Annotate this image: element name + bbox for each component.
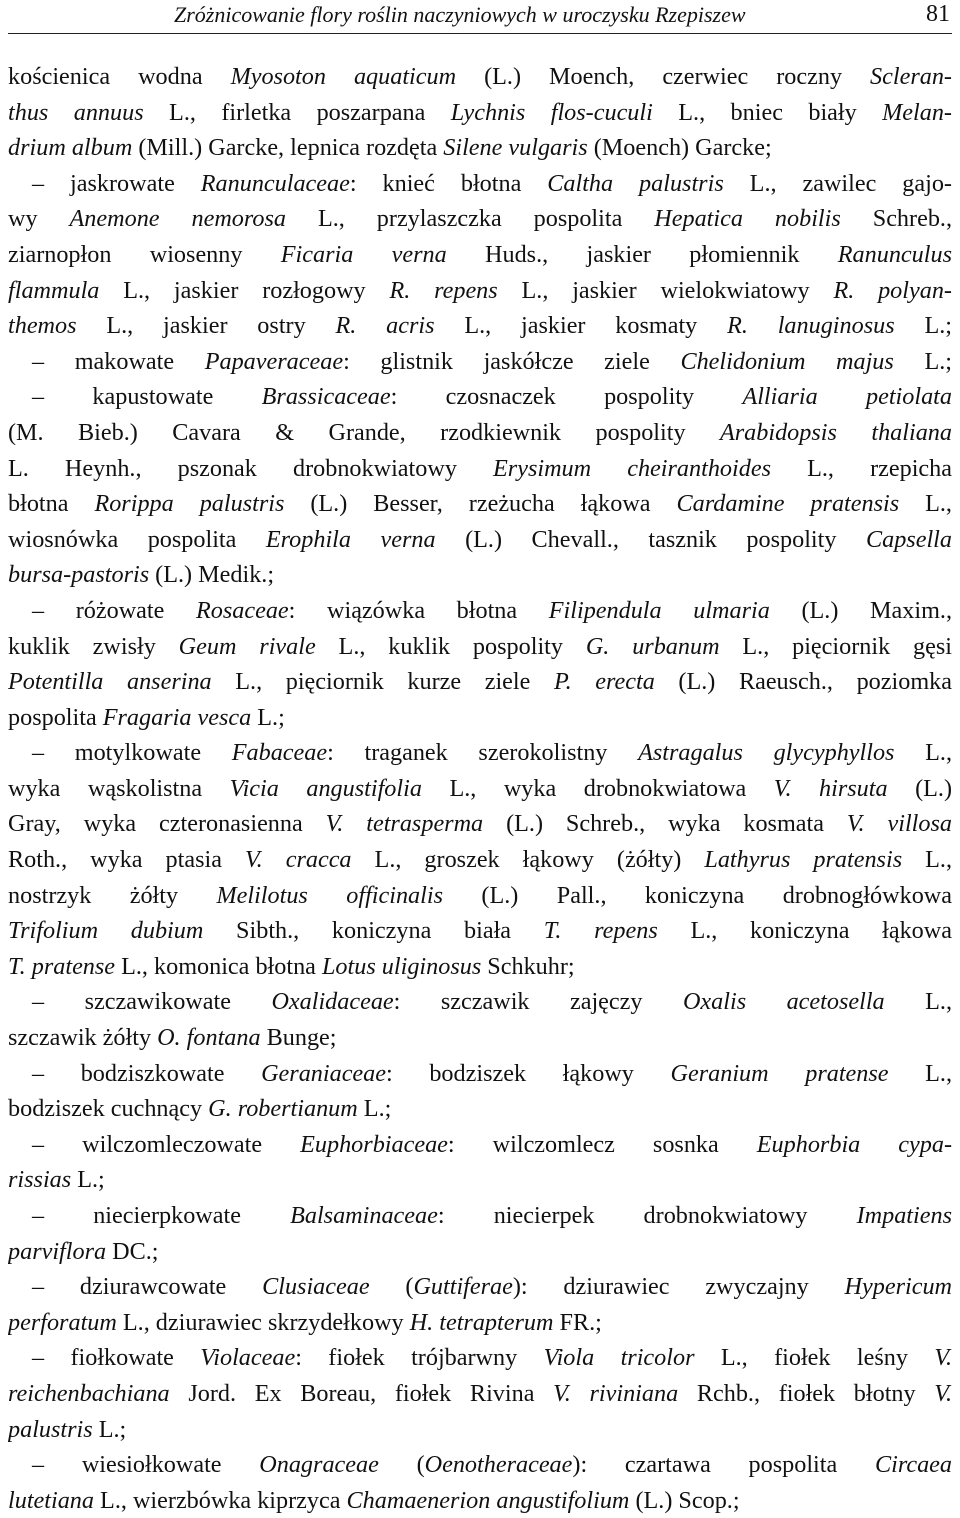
text-run: błotna	[8, 490, 95, 518]
text-run: L., komonica błotna	[115, 952, 322, 980]
text-line	[8, 130, 952, 166]
text-line	[8, 1340, 952, 1376]
text-run: wyka wąskolistna	[8, 774, 230, 802]
text-run: L.,	[899, 490, 952, 518]
taxon-name: G. robertianum	[208, 1095, 358, 1123]
text-run: szczawik żółty	[8, 1024, 158, 1052]
taxon-name: Alliaria petiolata	[742, 383, 952, 411]
taxon-name: Lotus uliginosus	[321, 952, 482, 980]
text-run: – wiesiołkowate	[32, 1451, 260, 1479]
text-line	[8, 1305, 952, 1341]
text-line	[8, 344, 952, 380]
taxon-name: Guttiferae	[413, 1273, 513, 1301]
text-run: : szczawik zajęczy	[393, 988, 683, 1016]
taxon-name: Erophila verna	[265, 525, 436, 553]
taxon-name: Euphorbiaceae	[300, 1130, 448, 1158]
text-line	[8, 842, 952, 878]
text-run: (M. Bieb.) Cavara & Grande, rzodkiewnik pospolity	[8, 418, 720, 446]
text-run: L.;	[92, 1415, 127, 1443]
text-run: Jord. Ex Boreau, fiołek Rivina	[169, 1379, 554, 1407]
taxon-name: G. urbanum	[585, 632, 720, 660]
taxon-name: Brassicaceae	[261, 383, 391, 411]
taxon-name: Ficaria verna	[280, 240, 447, 268]
text-run: L.,	[884, 988, 952, 1016]
text-run: : czosnaczek pospolity	[390, 383, 743, 411]
taxon-name: Hypericum	[844, 1273, 952, 1301]
text-run: DC.;	[106, 1237, 159, 1265]
taxon-name: Lychnis flos-cuculi	[450, 98, 653, 126]
taxon-name: V. villosa	[846, 810, 952, 838]
text-run: L.,	[888, 1059, 952, 1087]
taxon-name: parviflora	[8, 1237, 107, 1265]
text-run: L., zawilec gajo-	[723, 169, 952, 197]
text-run: : niecierpek drobnokwiatowy	[437, 1202, 857, 1229]
taxon-name: Potentilla anserina	[8, 668, 212, 696]
text-line	[8, 1269, 952, 1305]
running-header	[8, 0, 952, 34]
text-line	[8, 308, 952, 344]
text-line	[8, 1483, 952, 1518]
text-line	[8, 1127, 952, 1163]
text-run: Schreb.,	[840, 205, 952, 233]
text-line	[8, 1376, 952, 1412]
taxon-name: Anemone nemorosa	[69, 205, 286, 233]
text-line	[8, 379, 952, 415]
taxon-name: Oxalis acetosella	[682, 988, 885, 1016]
text-run: L., pięciornik kurze ziele	[211, 668, 554, 696]
text-run: (L.) Moench, czerwiec roczny	[456, 63, 871, 90]
text-run: L.,	[894, 739, 952, 767]
text-run: L.;	[71, 1166, 105, 1194]
taxon-name: Rosaceae	[195, 596, 289, 624]
text-line	[8, 1447, 952, 1483]
text-run: L.;	[894, 312, 952, 340]
text-line	[8, 735, 952, 771]
text-run: L., koniczyna łąkowa	[657, 917, 952, 945]
taxon-name: Circaea	[874, 1451, 952, 1479]
text-run: L., dziurawiec skrzydełkowy	[116, 1308, 410, 1336]
taxon-name: O. fontana	[157, 1024, 261, 1052]
taxon-name: Rorippa palustris	[94, 490, 285, 518]
text-run: (	[369, 1273, 414, 1301]
text-run: kościenica wodna	[8, 63, 231, 90]
text-run: : glistnik jaskółcze ziele	[343, 347, 681, 375]
text-line	[8, 1412, 952, 1448]
body-text	[8, 59, 952, 1518]
taxon-name: Viola tricolor	[543, 1344, 695, 1372]
text-line	[8, 273, 952, 309]
text-line	[8, 166, 952, 202]
text-run: L.;	[357, 1095, 392, 1123]
text-run: L.;	[893, 347, 952, 375]
taxon-name: Cardamine pratensis	[676, 490, 900, 518]
taxon-name: P. erecta	[553, 668, 655, 696]
taxon-name: Scleran-	[870, 63, 952, 90]
text-line	[8, 451, 952, 487]
text-run: ): czartawa pospolita	[572, 1451, 875, 1479]
text-run: FR.;	[553, 1308, 602, 1336]
text-run: Rchb., fiołek błotny	[678, 1379, 935, 1407]
text-run: pospolita	[8, 703, 103, 731]
taxon-name: V. tetrasperma	[325, 810, 484, 838]
text-line	[8, 415, 952, 451]
text-run: L. Heynh., pszonak drobnokwiatowy	[8, 454, 494, 482]
taxon-name: Balsaminaceae	[290, 1202, 438, 1229]
taxon-name: thus annuus	[8, 98, 144, 126]
taxon-name: drium album	[8, 134, 133, 162]
text-line	[8, 1162, 952, 1198]
taxon-name: Chamaenerion angustifolium	[346, 1486, 630, 1514]
taxon-name: palustris	[8, 1415, 93, 1443]
page-number: 81	[926, 1, 950, 27]
text-run: L., jaskier kosmaty	[434, 312, 728, 340]
taxon-name: perforatum	[8, 1308, 117, 1336]
taxon-name: Geranium pratense	[670, 1059, 889, 1087]
taxon-name: Ranunculaceae	[200, 169, 350, 197]
taxon-name: Oxalidaceae	[271, 988, 394, 1016]
text-run: L., fiołek leśny	[694, 1344, 935, 1372]
taxon-name: V. hirsuta	[773, 774, 888, 802]
taxon-name: rissias	[8, 1166, 72, 1194]
text-run: nostrzyk żółty	[8, 881, 217, 909]
text-run: Gray, wyka czteronasienna	[8, 810, 326, 838]
text-run: kuklik zwisły	[8, 632, 179, 660]
text-run: L., jaskier rozłogowy	[99, 276, 390, 304]
text-run: (L.) Scop.;	[629, 1486, 740, 1514]
taxon-name: Melilotus officinalis	[216, 881, 444, 909]
taxon-name: Myosoton aquaticum	[230, 63, 457, 90]
text-run: Bunge;	[260, 1024, 337, 1052]
text-run: – makowate	[32, 347, 205, 375]
text-run: (	[378, 1451, 425, 1479]
taxon-name: Lathyrus pratensis	[704, 846, 903, 874]
text-run: (L.) Chevall., tasznik pospolity	[435, 525, 866, 553]
taxon-name: Melan-	[882, 98, 952, 126]
taxon-name: Erysimum cheiranthoides	[493, 454, 771, 482]
taxon-name: T. pratense	[8, 952, 116, 980]
text-run: (Moench) Garcke;	[587, 134, 772, 162]
text-line	[8, 1198, 952, 1234]
text-run: L., wierzbówka kiprzyca	[94, 1486, 347, 1514]
text-run: L., rzepicha	[771, 454, 952, 482]
taxon-name: Clusiaceae	[262, 1273, 370, 1301]
text-run: L., groszek łąkowy (żółty)	[351, 846, 705, 874]
taxon-name: reichenbachiana	[8, 1379, 170, 1407]
taxon-name: Trifolium dubium	[8, 917, 204, 945]
taxon-name: lutetiana	[8, 1486, 94, 1514]
taxon-name: themos	[8, 312, 77, 340]
text-run: Schkuhr;	[481, 952, 575, 980]
text-run: (L.)	[887, 774, 952, 802]
taxon-name: Chelidonium majus	[680, 347, 894, 375]
taxon-name: V.	[934, 1344, 952, 1372]
text-run: Roth., wyka ptasia	[8, 846, 245, 874]
text-run: – różowate	[32, 596, 196, 624]
text-run: L., wyka drobnokwiatowa	[421, 774, 774, 802]
text-line	[8, 95, 952, 131]
taxon-name: Vicia angustifolia	[229, 774, 422, 802]
taxon-name: V. cracca	[245, 846, 352, 874]
taxon-name: Ranunculus	[837, 240, 952, 268]
text-run: wy	[8, 205, 70, 233]
taxon-name: H. tetrapterum	[409, 1308, 554, 1336]
text-run: L., firletka poszarpana	[143, 98, 451, 126]
text-run: Huds., jaskier płomiennik	[446, 240, 838, 268]
taxon-name: Capsella	[865, 525, 952, 553]
taxon-name: R. lanuginosus	[727, 312, 895, 340]
text-run: – fiołkowate	[32, 1344, 201, 1372]
taxon-name: Silene vulgaris	[443, 134, 588, 162]
text-line	[8, 1234, 952, 1270]
text-run: – jaskrowate	[32, 169, 201, 197]
text-line	[8, 1020, 952, 1056]
text-run: : wiązówka błotna	[288, 596, 549, 624]
taxon-name: V. riviniana	[553, 1379, 679, 1407]
taxon-name: V.	[934, 1379, 952, 1407]
taxon-name: Fragaria vesca	[102, 703, 252, 731]
text-line	[8, 593, 952, 629]
text-line	[8, 486, 952, 522]
text-run: (Mill.) Garcke, lepnica rozdęta	[132, 134, 444, 162]
text-run: – szczawikowate	[32, 988, 272, 1016]
text-run: (L.) Maxim.,	[769, 596, 952, 624]
text-run: – motylkowate	[32, 739, 232, 767]
taxon-name: Papaveraceae	[204, 347, 344, 375]
text-line	[8, 629, 952, 665]
text-run: L., bniec biały	[652, 98, 883, 126]
taxon-name: Fabaceae	[231, 739, 328, 767]
text-run: – niecierpkowate	[32, 1202, 291, 1229]
taxon-name: Euphorbia cypa-	[756, 1130, 952, 1158]
text-run: ): dziurawiec zwyczajny	[512, 1273, 845, 1301]
taxon-name: R. acris	[335, 312, 435, 340]
taxon-name: Astragalus glycyphyllos	[638, 739, 895, 767]
taxon-name: Oenotheraceae	[424, 1451, 573, 1479]
text-line	[8, 237, 952, 273]
text-run: : traganek szerokolistny	[327, 739, 639, 767]
text-run: : knieć błotna	[349, 169, 548, 197]
text-run: L., jaskier ostry	[76, 312, 336, 340]
text-run: L., jaskier wielokwiatowy	[497, 276, 834, 304]
text-run: bodziszek cuchnący	[8, 1095, 209, 1123]
text-line	[8, 771, 952, 807]
taxon-name: Violaceae	[200, 1344, 296, 1372]
taxon-name: R. polyan-	[833, 276, 952, 304]
text-line	[8, 59, 952, 95]
text-run: L., kuklik pospolity	[315, 632, 586, 660]
text-line	[8, 913, 952, 949]
text-run: L., pięciornik gęsi	[719, 632, 952, 660]
text-line	[8, 1056, 952, 1092]
text-run: – bodziszkowate	[32, 1059, 262, 1087]
taxon-name: Caltha palustris	[547, 169, 724, 197]
text-line	[8, 700, 952, 736]
text-run: : wilczomlecz sosnka	[447, 1130, 757, 1158]
taxon-name: bursa-pastoris	[8, 561, 150, 589]
taxon-name: Filipendula ulmaria	[548, 596, 770, 624]
text-run: (L.) Schreb., wyka kosmata	[483, 810, 847, 838]
taxon-name: T. repens	[543, 917, 658, 945]
text-run: wiosnówka pospolita	[8, 525, 266, 553]
text-run: (L.) Besser, rzeżucha łąkowa	[284, 490, 677, 518]
text-run: (L.) Medik.;	[149, 561, 275, 589]
text-line	[8, 201, 952, 237]
text-run: – dziurawcowate	[32, 1273, 263, 1301]
text-line	[8, 949, 952, 985]
taxon-name: Geraniaceae	[261, 1059, 386, 1087]
text-run: L.,	[902, 846, 952, 874]
text-line	[8, 878, 952, 914]
text-line	[8, 557, 952, 593]
taxon-name: R. repens	[389, 276, 498, 304]
taxon-name: flammula	[8, 276, 100, 304]
text-run: Sibth., koniczyna biała	[203, 917, 544, 945]
text-run: : fiołek trójbarwny	[295, 1344, 544, 1372]
text-run: (L.) Pall., koniczyna drobnogłówkowa	[443, 881, 952, 909]
text-run: (L.) Raeusch., poziomka	[654, 668, 952, 696]
text-line	[8, 806, 952, 842]
text-run: ziarnopłon wiosenny	[8, 240, 281, 268]
text-run: – kapustowate	[32, 383, 262, 411]
text-line	[8, 522, 952, 558]
text-run: L., przylaszczka pospolita	[286, 205, 655, 233]
running-title: Zróżnicowanie flory roślin naczyniowych w uroczysku Rzepiszew	[174, 2, 746, 27]
taxon-name: Hepatica nobilis	[654, 205, 841, 233]
taxon-name: Onagraceae	[259, 1451, 379, 1479]
text-line	[8, 664, 952, 700]
text-line	[8, 984, 952, 1020]
text-run: L.;	[251, 703, 285, 731]
text-run: : bodziszek łąkowy	[386, 1059, 671, 1087]
text-run: – wilczomleczowate	[32, 1130, 301, 1158]
taxon-name: Arabidopsis thaliana	[719, 418, 952, 446]
text-line	[8, 1091, 952, 1127]
taxon-name: Impatiens	[856, 1202, 952, 1229]
taxon-name: Geum rivale	[178, 632, 316, 660]
